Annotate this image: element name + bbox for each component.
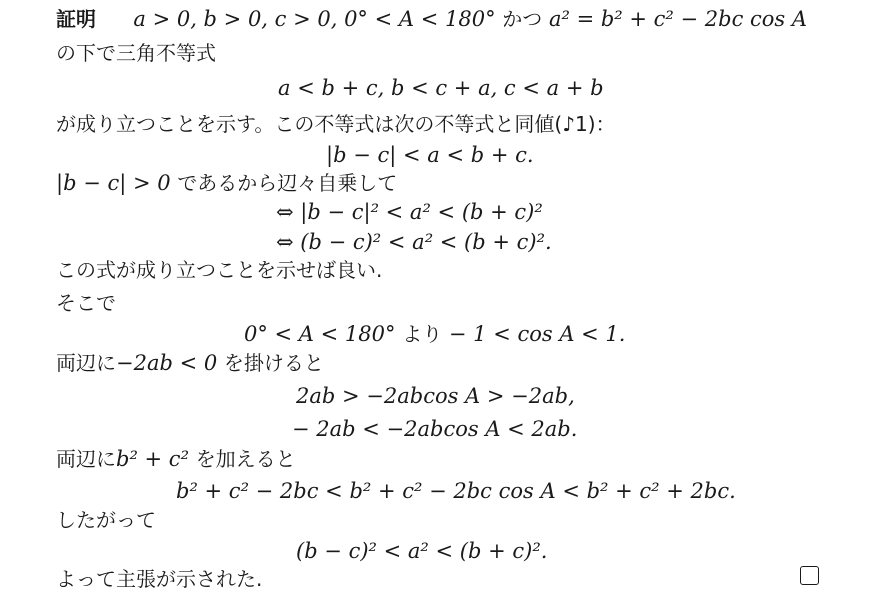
- mult-result-2: [292, 416, 577, 442]
- proof-title: 証明: [56, 7, 96, 31]
- cos-range-value: − 1 < cos A < 1.: [448, 322, 626, 346]
- squared-line-2-text: ⇔ (b − c)² < a² < (b + c)².: [276, 230, 552, 254]
- suffice-text: この式が成り立つことを示せば良い.: [56, 258, 383, 282]
- add-result: [176, 478, 736, 504]
- multiply-suffix: を掛けると: [223, 351, 324, 375]
- since-math: |b − c| > 0: [56, 171, 171, 195]
- show-text: が成り立つことを示す。この不等式は次の不等式と同値(♪1)：: [56, 112, 616, 136]
- since-line: [56, 170, 397, 196]
- add-math: b² + c²: [116, 447, 189, 471]
- cos-range-angle: 0° < A < 180°: [244, 322, 396, 346]
- law-of-cosines: a² = b² + c² − 2bc cos A: [548, 7, 808, 31]
- triangle-inequality-text: a < b + c, b < c + a, c < a + b: [278, 76, 604, 100]
- cos-range-yori: より: [402, 322, 443, 346]
- final-inequality-text: (b − c)² < a² < (b + c)².: [296, 539, 548, 563]
- add-result-text: b² + c² − 2bc < b² + c² − 2bc cos A < b² + c² + 2bc.: [176, 479, 736, 503]
- conclusion-text: よって主張が示された.: [56, 567, 263, 591]
- therefore-text: したがって: [56, 508, 156, 532]
- mult-result-1-text: 2ab > −2abcos A > −2ab,: [296, 384, 575, 408]
- equivalent-inequality-text: |b − c| < a < b + c.: [326, 143, 534, 167]
- hypothesis-math: a > 0, b > 0, c > 0, 0° < A < 180°: [133, 7, 496, 31]
- squared-line-2: [276, 229, 552, 255]
- multiply-math: −2ab < 0: [116, 351, 218, 375]
- then-text: そこで: [56, 291, 116, 315]
- add-suffix: を加えると: [195, 447, 296, 471]
- squared-line-1: [276, 199, 543, 225]
- add-prefix: 両辺に: [56, 447, 116, 471]
- since-text: であるから辺々自乗して: [177, 171, 398, 195]
- squared-line-1-text: ⇔ |b − c|² < a² < (b + c)²: [276, 200, 543, 224]
- qed-box-icon: [800, 566, 819, 585]
- final-inequality: [296, 538, 547, 564]
- triangle-inequality: [278, 75, 604, 101]
- add-line: [56, 446, 296, 472]
- hypothesis-kana: かつ: [502, 7, 543, 31]
- under-text: の下で三角不等式: [56, 41, 216, 65]
- multiply-line: [56, 350, 324, 376]
- proof-header: [56, 6, 807, 32]
- multiply-prefix: 両辺に: [56, 351, 116, 375]
- equivalent-inequality: [326, 142, 534, 168]
- cos-range: [244, 321, 625, 347]
- mult-result-1: [296, 383, 575, 409]
- mult-result-2-text: − 2ab < −2abcos A < 2ab.: [292, 417, 578, 441]
